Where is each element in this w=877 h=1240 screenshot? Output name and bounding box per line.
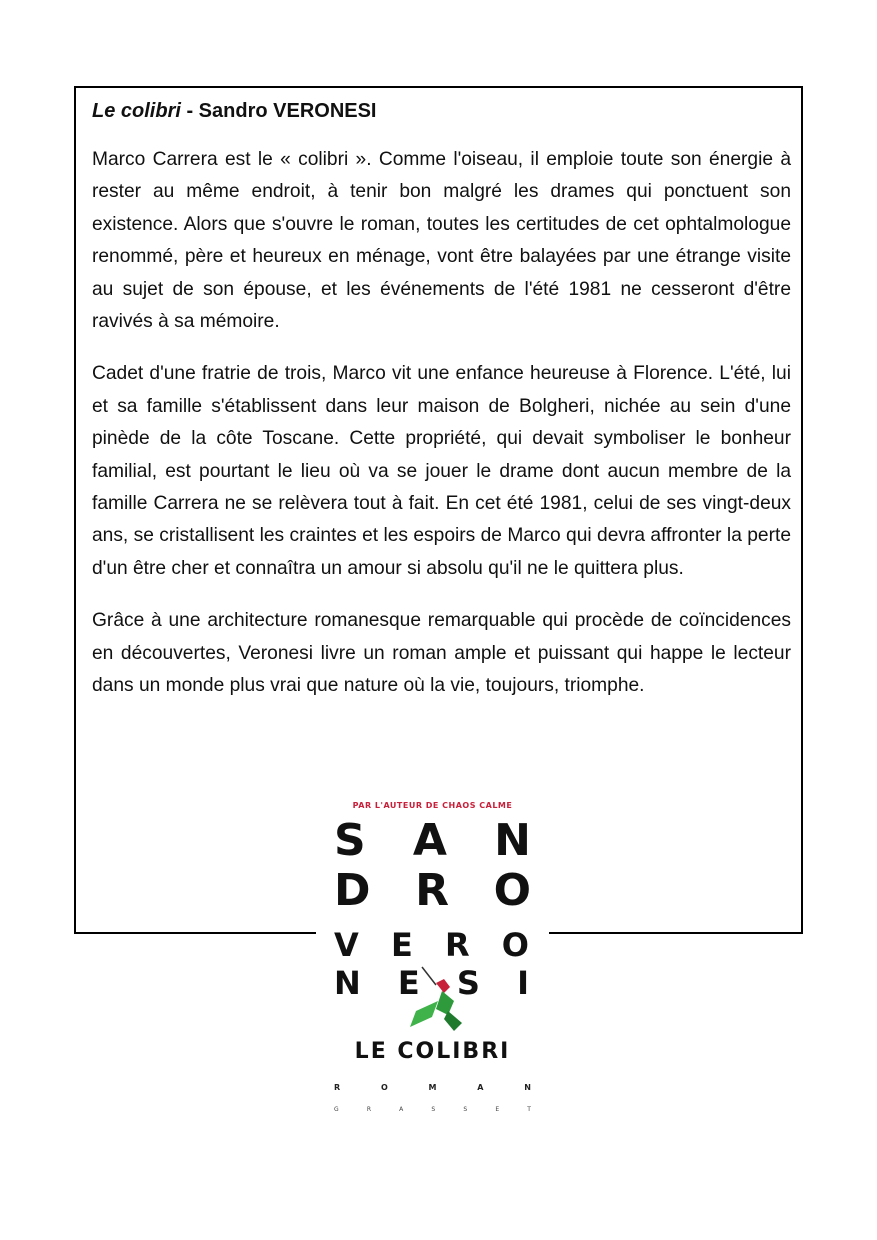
cover-name-row-2 [334, 865, 531, 916]
cover-publisher-letter: R [366, 1106, 371, 1113]
cover-genre-letter: N [524, 1083, 531, 1092]
cover-publisher [334, 1106, 531, 1113]
cover-letter: V [334, 926, 361, 964]
cover-genre [334, 1083, 531, 1092]
cover-tagline: PAR L'AUTEUR DE CHAOS CALME [352, 801, 513, 810]
review-content [92, 96, 791, 723]
cover-letter: S [334, 815, 366, 866]
cover-genre-letter: A [477, 1083, 484, 1092]
cover-publisher-letter: T [527, 1106, 531, 1113]
cover-publisher-letter: E [495, 1106, 500, 1113]
hummingbird-icon [392, 961, 482, 1041]
cover-letter: R [415, 865, 449, 916]
cover-letter: R [444, 926, 472, 964]
cover-letter: D [334, 865, 371, 916]
cover-letter: S [456, 964, 482, 1002]
cover-genre-letter: O [380, 1083, 388, 1092]
cover-letter: E [397, 964, 422, 1002]
review-paragraph-1: Marco Carrera est le « colibri ». Comme l'oiseau, il emploie toute son énergie à rester au même endroit, à tenir bon malgré les drames qui ponctuent son existence. Alors que s'ouvre le roman, toutes les certitudes de cet ophtalmologue renommé, père et heureux en ménage, vont être balayées par une étrange visite au sujet de son épouse, et les événements de l'été 1981 ne cesseront d'être ravivés à sa mémoire. [92, 149, 791, 333]
book-title-italic: Le colibri [92, 100, 181, 122]
cover-genre-letter: M [428, 1083, 437, 1092]
cover-letter: I [517, 964, 531, 1002]
cover-letter: O [501, 926, 531, 964]
cover-publisher-letter: A [399, 1106, 404, 1113]
cover-publisher-letter: G [334, 1106, 339, 1113]
cover-letter: N [494, 815, 531, 866]
cover-letter: O [493, 865, 531, 916]
cover-book-title: LE COLIBRI [354, 1039, 511, 1064]
cover-letter: A [412, 815, 447, 866]
book-cover-image [316, 793, 549, 1131]
review-paragraph-2: Cadet d'une fratrie de trois, Marco vit une enfance heureuse à Florence. L'été, lui et sa famille s'établissent dans leur maison de Bolgheri, nichée au sein d'une pinède de la côte Toscane. Cette propriété, qui devait symboliser le bonheur familial, est pourtant le lieu où va se jouer le drame dont aucun membre de la famille Carrera ne se relèvera tout à fait. En cet été 1981, celui de ses vingt-deux ans, se cristallisent les craintes et les espoirs de Marco qui devra affronter la perte d'un être cher et connaîtra un amour si absolu qu'il ne le quittera plus. [92, 363, 791, 579]
cover-letter: N [334, 964, 363, 1002]
review-heading [92, 96, 791, 126]
review-paragraph-3: Grâce à une architecture romanesque remarquable qui procède de coïncidences en découvertes, Veronesi livre un roman ample et puissant qui happe le lecteur dans un monde plus vrai que nature où la vie, toujours, triomphe. [92, 610, 791, 697]
cover-publisher-letter: S [431, 1106, 436, 1113]
cover-name-row-1 [334, 815, 531, 866]
cover-publisher-letter: S [463, 1106, 468, 1113]
cover-genre-letter: R [334, 1083, 341, 1092]
cover-letter: E [390, 926, 415, 964]
cover-name-row-3 [334, 926, 531, 964]
author-name: - Sandro VERONESI [180, 100, 377, 122]
